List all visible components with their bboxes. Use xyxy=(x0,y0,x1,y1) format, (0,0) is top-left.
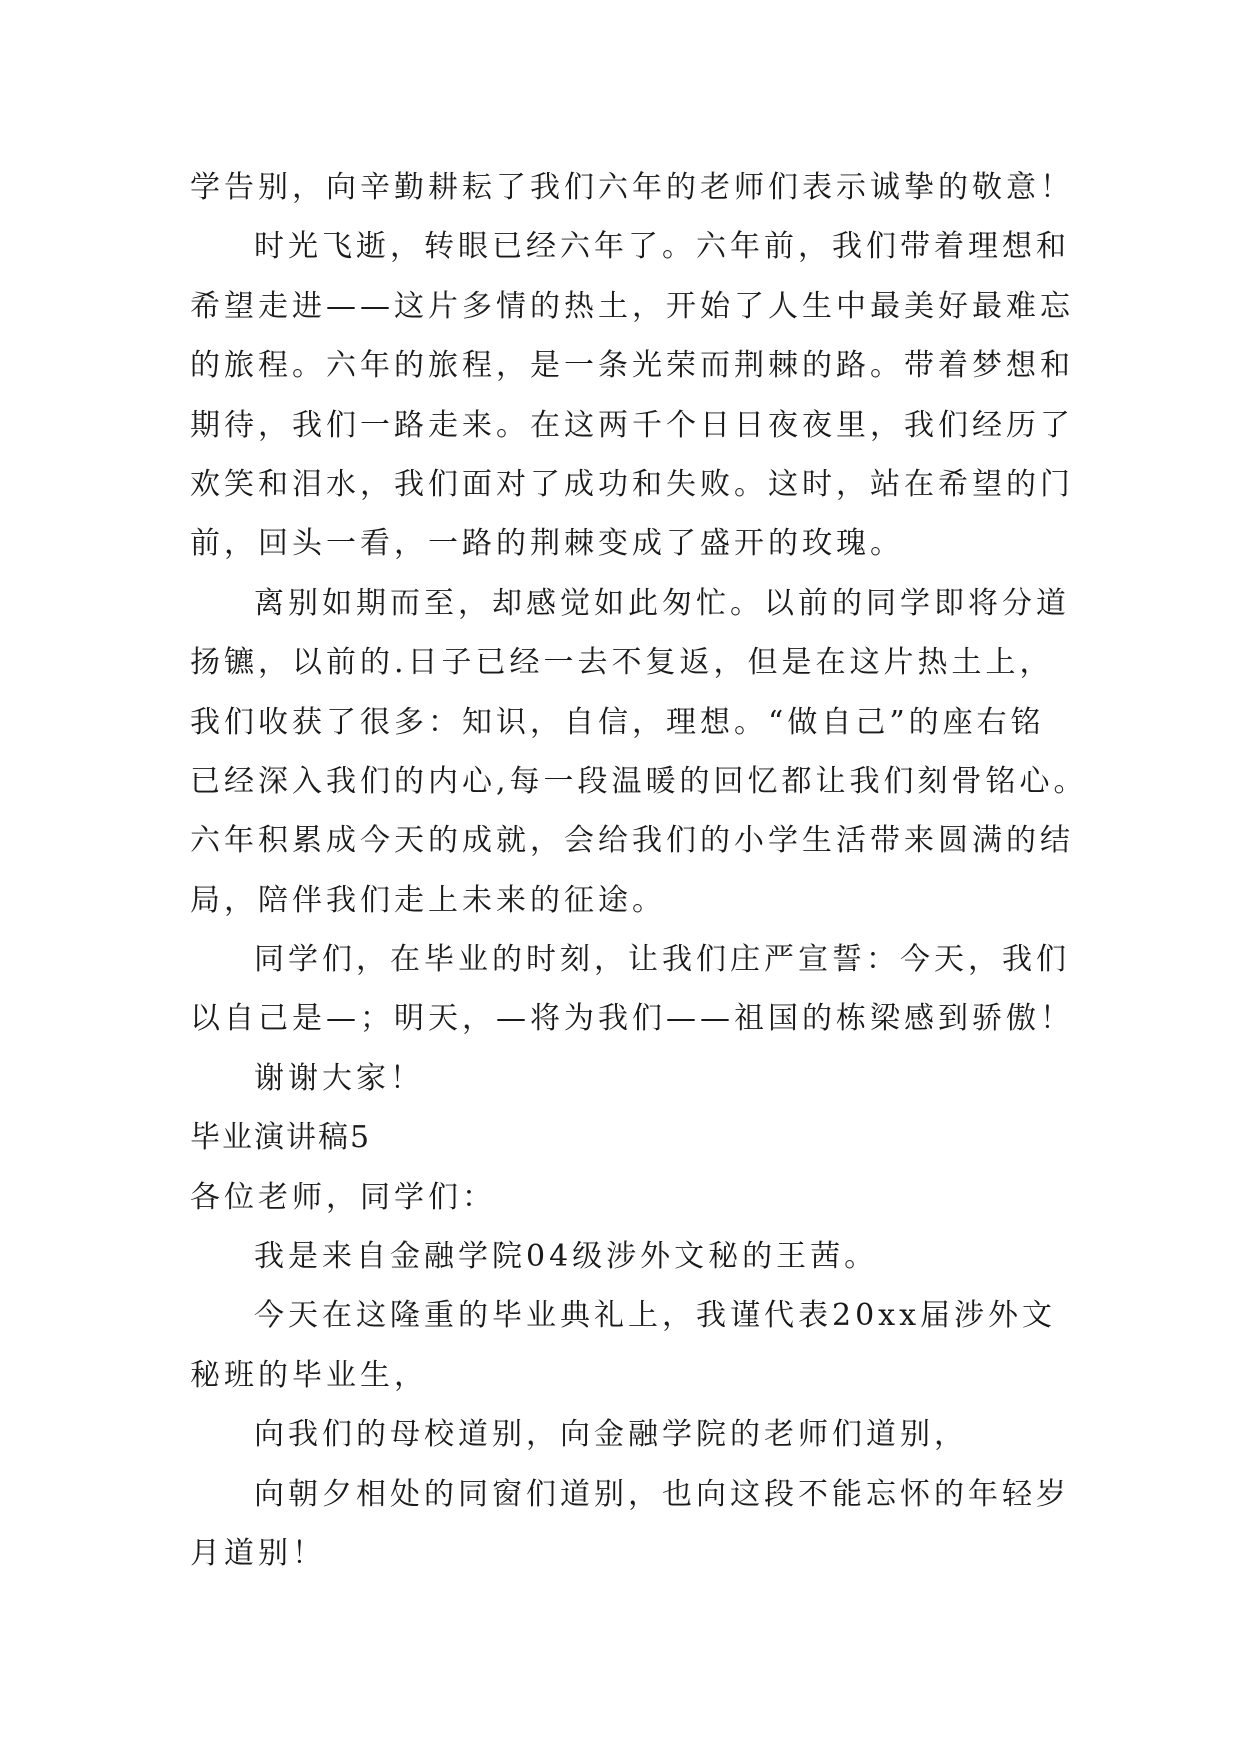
paragraph-line: 谢谢大家！ xyxy=(254,1060,424,1096)
paragraph-line: 秘班的毕业生， xyxy=(190,1357,428,1393)
paragraph-line: 时光飞逝，转眼已经六年了。六年前，我们带着理想和 xyxy=(254,229,1070,265)
paragraph-line: 我是来自金融学院04级涉外文秘的王茜。 xyxy=(254,1239,879,1275)
paragraph-line: 六年积累成今天的成就，会给我们的小学生活带来圆满的结 xyxy=(190,823,1074,859)
paragraph-line: 的旅程。六年的旅程，是一条光荣而荆棘的路。带着梦想和 xyxy=(190,348,1074,384)
paragraph-line: 月道别！ xyxy=(190,1535,326,1571)
paragraph-line: 今天在这隆重的毕业典礼上，我谨代表20xx届涉外文 xyxy=(254,1298,1057,1334)
paragraph-line: 离别如期而至，却感觉如此匆忙。以前的同学即将分道 xyxy=(254,585,1070,621)
paragraph-line: 期待，我们一路走来。在这两千个日日夜夜里，我们经历了 xyxy=(190,407,1074,443)
paragraph-line: 向我们的母校道别，向金融学院的老师们道别， xyxy=(254,1417,968,1453)
salutation-line: 各位老师，同学们： xyxy=(190,1179,496,1215)
paragraph-line: 局，陪伴我们走上未来的征途。 xyxy=(190,882,666,918)
paragraph-line: 已经深入我们的内心,每一段温暖的回忆都让我们刻骨铭心。 xyxy=(190,763,1088,799)
paragraph-line: 希望走进——这片多情的热土，开始了人生中最美好最难忘 xyxy=(190,288,1074,324)
paragraph-line: 以自己是—；明天，—将为我们——祖国的栋梁感到骄傲！ xyxy=(190,1001,1074,1037)
paragraph-line: 前，回头一看，一路的荆棘变成了盛开的玫瑰。 xyxy=(190,526,904,562)
paragraph-line: 学告别，向辛勤耕耘了我们六年的老师们表示诚挚的敬意！ xyxy=(190,170,1074,205)
paragraph-line: 扬镳，以前的.日子已经一去不复返，但是在这片热土上， xyxy=(190,645,1054,681)
paragraph-line: 欢笑和泪水，我们面对了成功和失败。这时，站在希望的门 xyxy=(190,466,1074,502)
paragraph-line: 我们收获了很多：知识，自信，理想。“做自己”的座右铭 xyxy=(190,704,1045,740)
section-heading: 毕业演讲稿5 xyxy=(190,1120,372,1156)
paragraph-line: 向朝夕相处的同窗们道别，也向这段不能忘怀的年轻岁 xyxy=(254,1476,1070,1512)
speech-text xyxy=(190,158,1088,1583)
paragraph-line: 同学们，在毕业的时刻，让我们庄严宣誓：今天，我们 xyxy=(254,942,1070,978)
